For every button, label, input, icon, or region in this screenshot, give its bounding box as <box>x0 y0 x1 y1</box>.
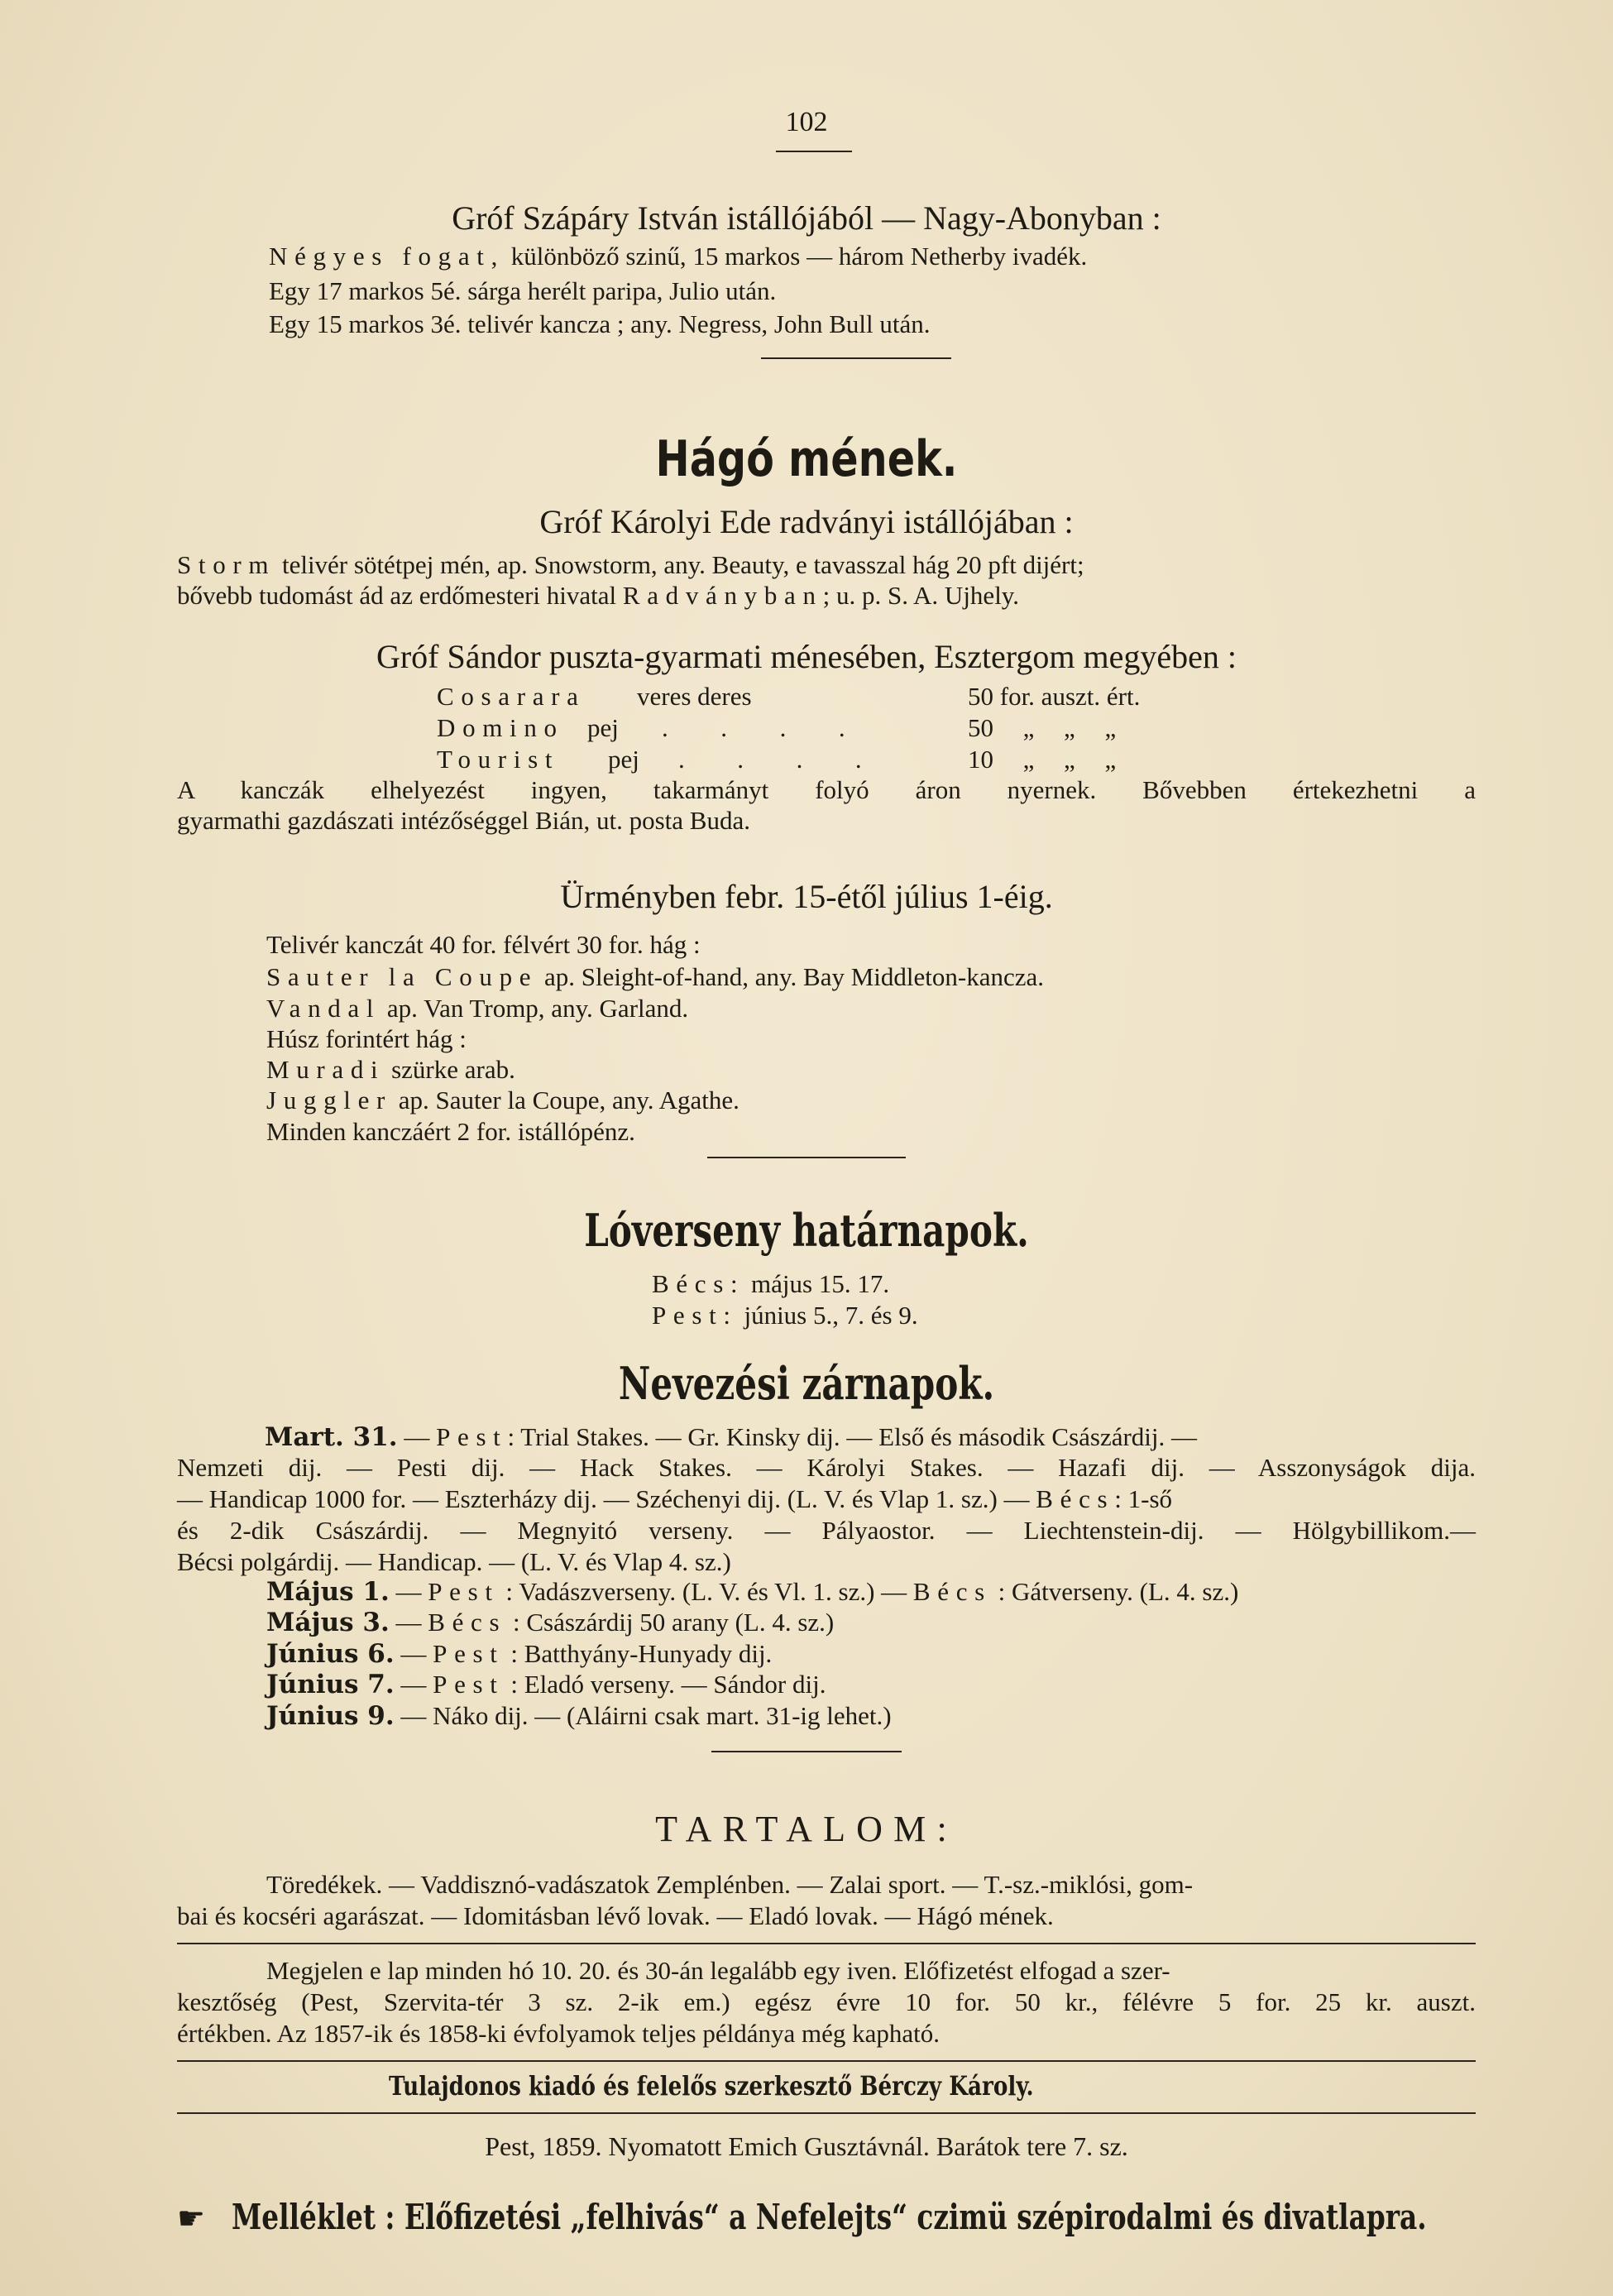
line-text: — <box>394 1639 433 1668</box>
horse-dots: . . . . <box>662 713 869 742</box>
horse-row <box>0 743 1613 776</box>
subscription-line-2: kesztőség (Pest, Szervita-tér 3 sz. 2-ik em.) egész évre 10 for. 50 kr., félévre 5 for. 25 kr. auszt. <box>177 1987 1476 2016</box>
line-text: ap. Van Tromp, any. Garland. <box>386 994 689 1023</box>
hago-title: Hágó mének. <box>655 430 958 488</box>
melleklet-line <box>177 2197 1484 2243</box>
horse-table <box>0 680 1613 779</box>
entry-line <box>266 1575 1238 1608</box>
divider <box>711 1751 902 1752</box>
publisher-line <box>389 2070 1175 2102</box>
spaced-text: Storm <box>177 550 276 579</box>
urmeny-heading: Ürményben febr. 15-étől július 1-éig. <box>560 878 1053 915</box>
pointing-hand-icon: ☛ <box>177 2202 206 2236</box>
spaced-text: Pest <box>436 1422 508 1451</box>
divider <box>177 1943 1476 1944</box>
spaced-text: Bécs <box>912 1577 992 1606</box>
mart-line-3 <box>177 1483 1172 1516</box>
urmeny-line-4: Húsz forintért hág : <box>266 1024 467 1053</box>
divider <box>177 2060 1476 2062</box>
spaced-text: Muradi <box>266 1055 385 1084</box>
line-text: különböző szinű, 15 markos — három Netherby ivadék. <box>510 242 1088 271</box>
spaced-text: Juggler <box>266 1086 393 1114</box>
pest-date-line <box>652 1299 918 1332</box>
entry-line <box>266 1668 826 1701</box>
urmeny-line-3 <box>266 992 688 1025</box>
entry-date-label: Június 6. <box>266 1639 395 1669</box>
entry-date-label: Mart. 31. <box>265 1422 398 1452</box>
spaced-text: Pest <box>428 1577 500 1606</box>
mart-line-1 <box>265 1421 1197 1454</box>
line-text: : Trial Stakes. — Gr. Kinsky dij. — Első és második Császárdij. — <box>507 1422 1198 1451</box>
horse-price: 50 for. auszt. ért. <box>968 682 1141 711</box>
spaced-text: Radványban <box>622 581 823 610</box>
line-text: : Gátverseny. (L. 4. sz.) <box>991 1577 1239 1606</box>
line-text: június 5., 7. és 9. <box>744 1301 918 1330</box>
line-text: ap. Sauter la Coupe, any. Agathe. <box>398 1086 739 1114</box>
publisher-text: Tulajdonos kiadó és felelős szerkesztő Bérczy Károly. <box>389 2070 1034 2102</box>
line-text: ; u. p. S. A. Ujhely. <box>822 581 1020 610</box>
line-text: : Eladó verseny. — Sándor dij. <box>504 1670 826 1699</box>
entry-line <box>266 1699 892 1733</box>
divider <box>776 151 852 152</box>
becs-date-line <box>652 1268 889 1301</box>
entry-date-label: Május 1. <box>266 1577 390 1607</box>
urmeny-line-6 <box>266 1084 739 1117</box>
horse-dots: . . . . <box>678 745 885 774</box>
entry-line <box>266 1606 834 1639</box>
entry-line <box>266 1637 772 1670</box>
line-text: ap. Sleight-of-hand, any. Bay Middleton-kancza. <box>543 962 1044 991</box>
line-text: — <box>394 1670 433 1699</box>
horse-row <box>0 680 1613 713</box>
urmeny-line-2 <box>266 961 1044 994</box>
subscription-line-1: Megjelen e lap minden hó 10. 20. és 30-án legalább egy iven. Előfizetést elfogad a szer- <box>266 1956 1170 1985</box>
line-text: — <box>389 1577 428 1606</box>
spaced-text: Sauter la Coupe <box>266 962 538 991</box>
entry-date-label: Május 3. <box>266 1608 390 1637</box>
tartalom-title: TARTALOM: <box>655 1809 958 1849</box>
entry-date-label: Június 9. <box>266 1701 395 1731</box>
line-text: — <box>389 1608 428 1637</box>
line-text: bővebb tudomást ád az erdőmesteri hivatal <box>177 581 617 610</box>
urmeny-line-5 <box>266 1053 515 1086</box>
spaced-text: Pest <box>433 1639 505 1668</box>
spaced-text: Pest <box>433 1670 505 1699</box>
horse-desc: veres deres <box>637 682 752 711</box>
storm-line-1 <box>177 549 1084 582</box>
line-text: : Batthyány-Hunyady dij. <box>504 1639 773 1668</box>
line-text: május 15. 17. <box>751 1269 890 1298</box>
urmeny-line-7: Minden kanczáért 2 for. istállópénz. <box>266 1117 635 1146</box>
szapary-heading: Gróf Szápáry István istállójából — Nagy-Abonyban : <box>452 199 1161 237</box>
line-text: — Náko dij. — (Aláirni csak mart. 31-ig lehet.) <box>394 1701 892 1730</box>
horse-price: 10 „ „ „ <box>968 745 1117 774</box>
horse-desc: pej <box>587 713 619 742</box>
szapary-line-1 <box>269 240 1087 273</box>
spaced-text: Bécs <box>428 1608 507 1637</box>
sandor-heading: Gróf Sándor puszta-gyarmati ménesében, Esztergom megyében : <box>376 638 1237 675</box>
spaced-text: Bécs: <box>652 1269 745 1298</box>
page-number: 102 <box>785 107 828 137</box>
storm-line-2 <box>177 579 1019 612</box>
melleklet-text: Melléklet : Előfizetési „felhivás“ a Nefelejts“ czimü szépirodalmi és divatlapra. <box>232 2197 1427 2237</box>
entry-date-label: Június 7. <box>266 1670 395 1699</box>
horse-name: Cosarara <box>437 682 586 711</box>
urmeny-line-1: Telivér kanczát 40 for. félvért 30 for. hág : <box>266 930 701 959</box>
line-text: : 1-ső <box>1114 1484 1173 1513</box>
line-text: : Vadászverseny. (L. V. és Vl. 1. sz.) — <box>499 1577 913 1606</box>
horse-price: 50 „ „ „ <box>968 713 1117 742</box>
mart-line-2: Nemzeti dij. — Pesti dij. — Hack Stakes. — Károlyi Stakes. — Hazafi dij. — Asszonyságok dija. <box>177 1453 1476 1482</box>
nevezesi-title: Nevezési zárnapok. <box>618 1357 995 1410</box>
divider <box>177 2112 1476 2114</box>
szapary-line-2: Egy 17 markos 5é. sárga herélt paripa, Julio után. <box>269 276 777 305</box>
kancza-line-2: gyarmathi gazdászati intézőséggel Bián, ut. posta Buda. <box>177 806 750 835</box>
kancza-line-1: A kanczák elhelyezést ingyen, takarmányt folyó áron nyernek. Bővebben értekezhetni a <box>177 775 1476 804</box>
horse-desc: pej <box>608 745 639 774</box>
line-text: telivér sötétpej mén, ap. Snowstorm, any. Beauty, e tavasszal hág 20 pft dijért; <box>281 550 1084 579</box>
line-text: — Handicap 1000 for. — Eszterházy dij. — Széchenyi dij. (L. V. és Vlap 1. sz.) — <box>177 1484 1030 1513</box>
tartalom-line-2: bai és kocséri agarászat. — Idomitásban lévő lovak. — Eladó lovak. — Hágó mének. <box>177 1901 1054 1930</box>
line-text: szürke arab. <box>391 1055 515 1084</box>
divider <box>707 1157 906 1158</box>
subscription-line-3: értékben. Az 1857-ik és 1858-ki évfolyamok teljes példánya még kapható. <box>177 2019 940 2048</box>
spaced-text: Négyes fogat, <box>269 242 505 271</box>
spaced-text: Pest: <box>652 1301 738 1330</box>
divider <box>761 357 951 359</box>
horse-name: Tourist <box>437 745 560 774</box>
line-text: : Császárdij 50 arany (L. 4. sz.) <box>506 1608 835 1637</box>
printer-line: Pest, 1859. Nyomatott Emich Gusztávnál. Barátok tere 7. sz. <box>485 2131 1128 2161</box>
szapary-line-3: Egy 15 markos 3é. telivér kancza ; any. Negress, John Bull után. <box>269 309 931 338</box>
line-text: — <box>404 1422 437 1451</box>
tartalom-line-1: Töredékek. — Vaddisznó-vadászatok Zemplénben. — Zalai sport. — T.-sz.-miklósi, gom- <box>266 1870 1194 1899</box>
mart-line-5: Bécsi polgárdij. — Handicap. — (L. V. és Vlap 4. sz.) <box>177 1547 731 1576</box>
horse-row <box>0 712 1613 745</box>
mart-line-4: és 2-dik Császárdij. — Megnyitó verseny. — Pályaostor. — Liechtenstein-dij. — Hölgybillikom.— <box>177 1516 1476 1545</box>
spaced-text: Bécs <box>1036 1484 1115 1513</box>
spaced-text: Vandal <box>266 994 381 1023</box>
karolyi-heading: Gróf Károlyi Ede radványi istállójában : <box>539 503 1074 540</box>
horse-name: Domino <box>437 713 564 742</box>
loverseny-title: Lóverseny határnapok. <box>584 1204 1029 1257</box>
